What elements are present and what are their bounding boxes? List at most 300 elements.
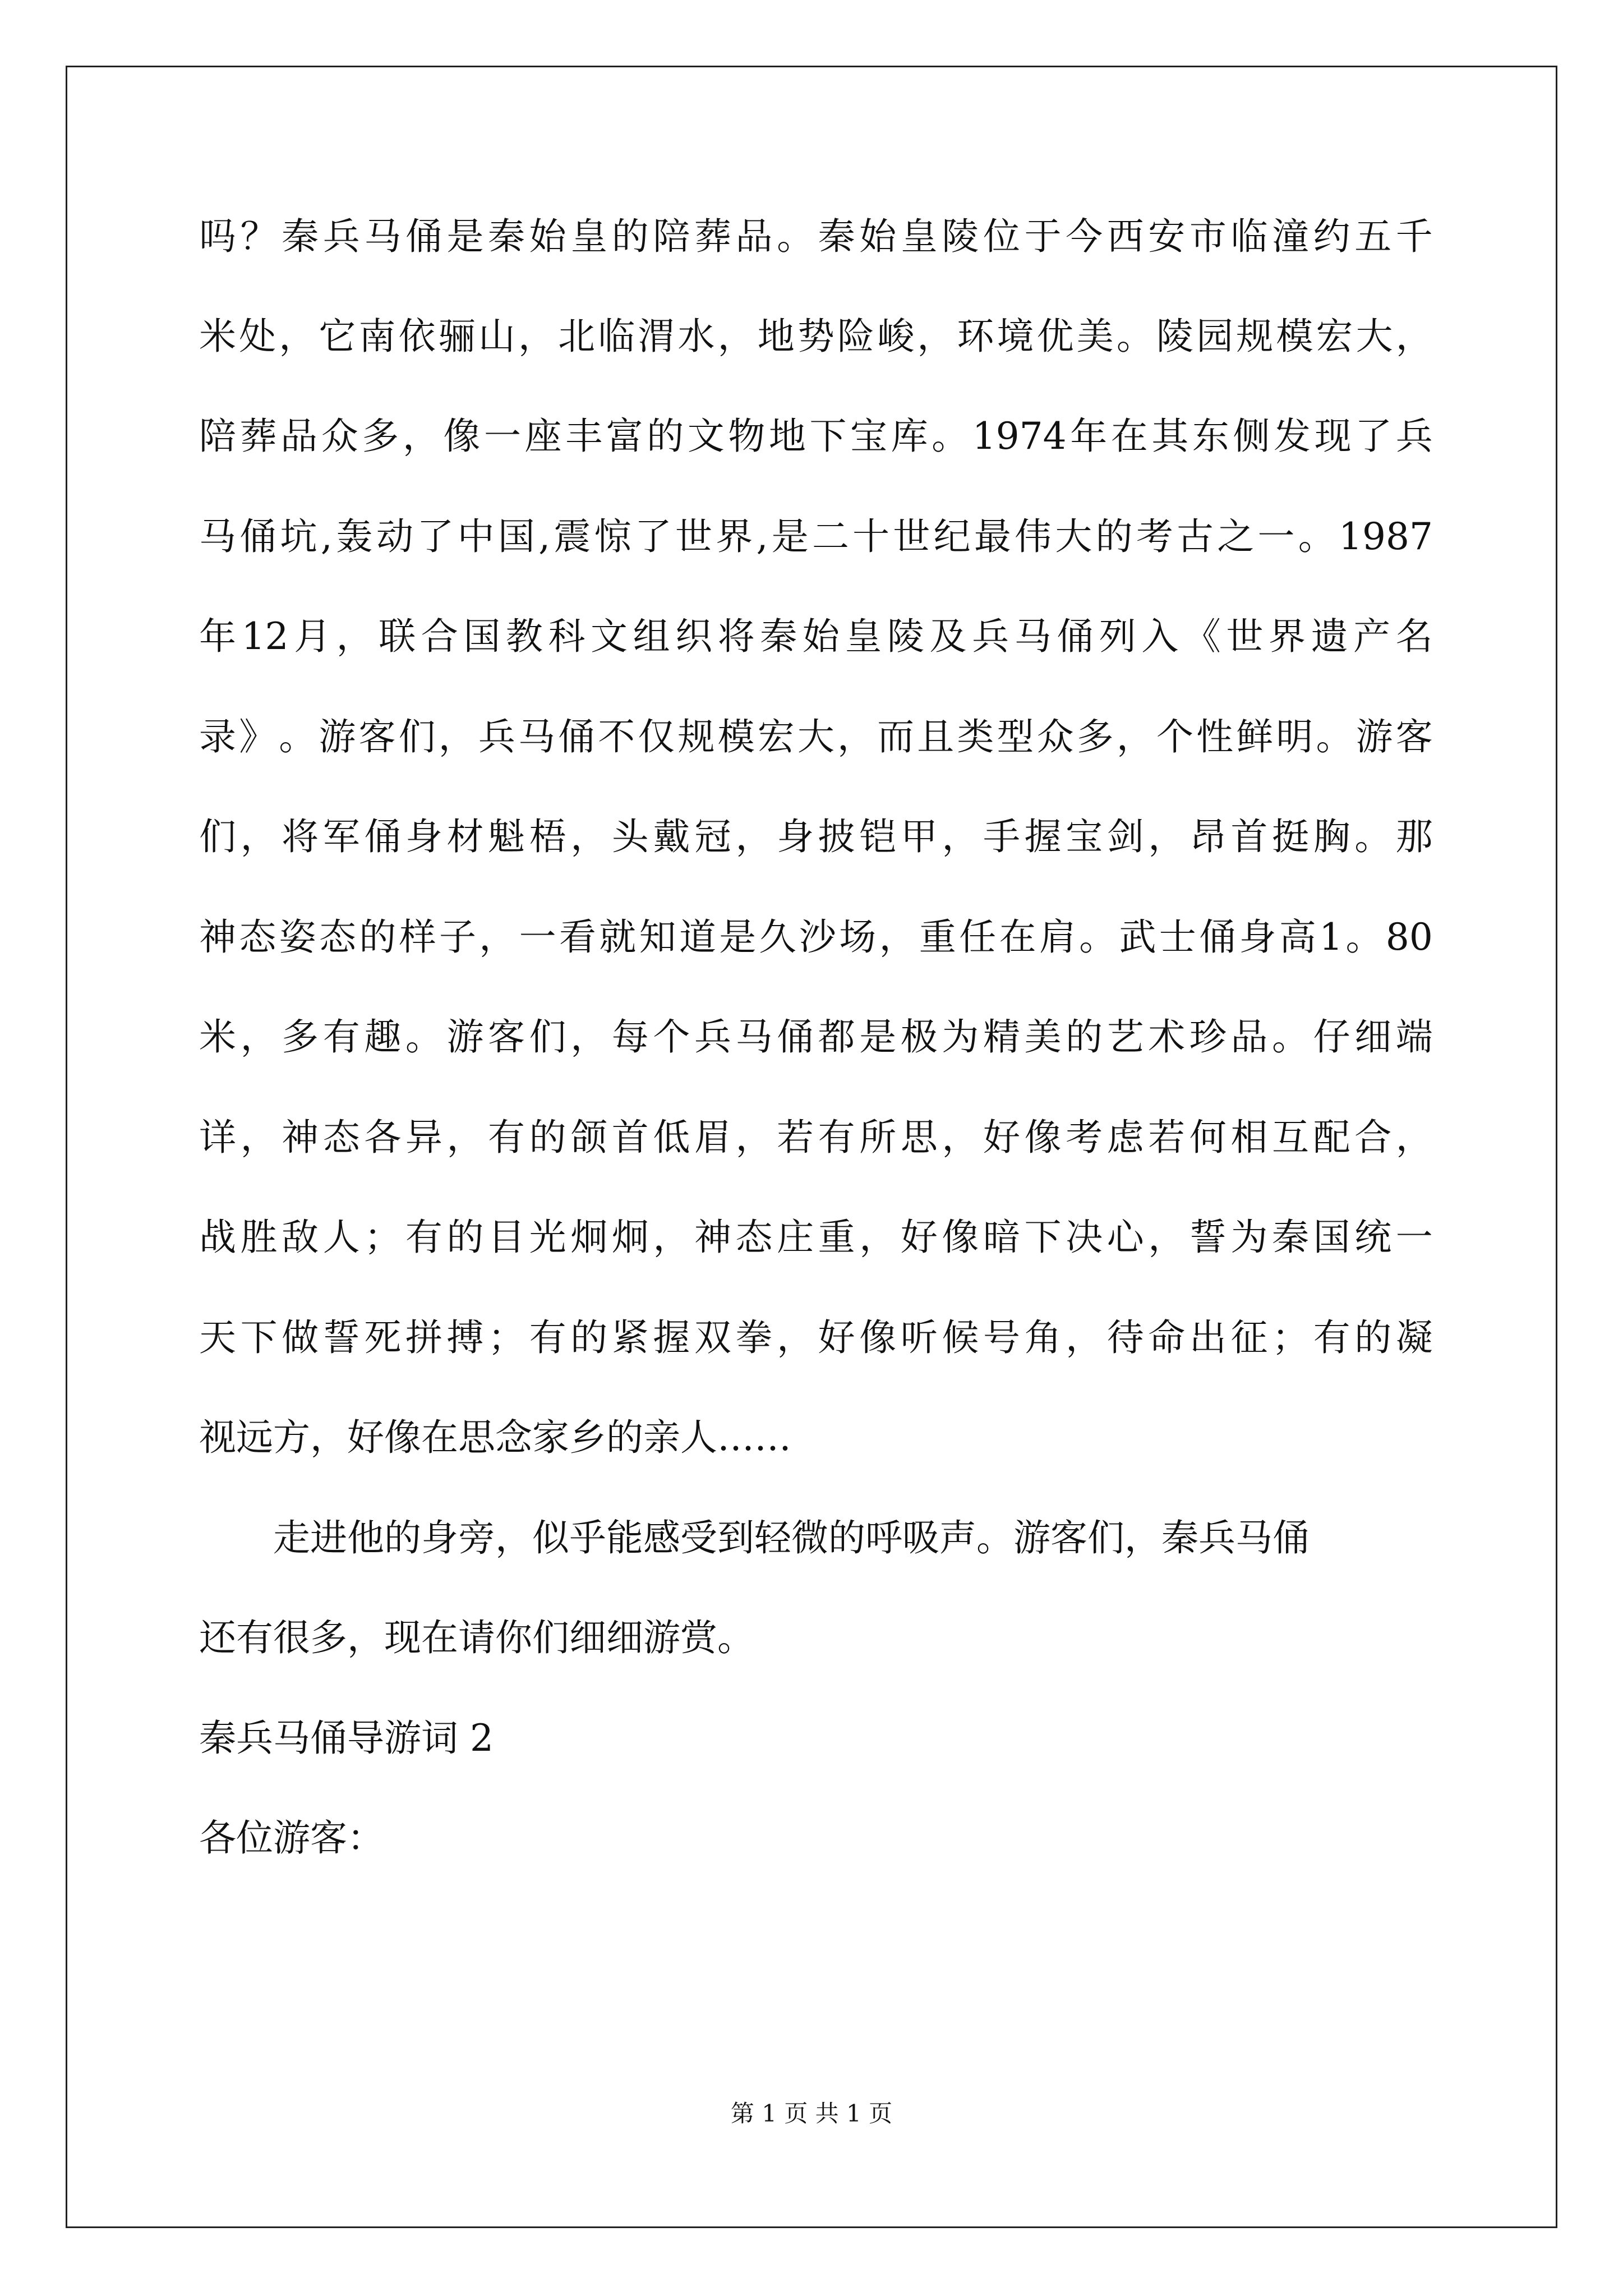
text-glyph: ， <box>570 1015 608 1059</box>
text-glyph: 的 <box>359 915 396 959</box>
text-glyph: 皇 <box>900 215 938 258</box>
text-glyph: 世 <box>1226 615 1264 658</box>
text-glyph: 是 <box>719 915 757 959</box>
text-glyph: 的 <box>611 215 649 258</box>
text-glyph: 虑 <box>1106 1116 1144 1159</box>
text-glyph: 依 <box>398 315 436 358</box>
text-glyph: 坑 <box>280 515 317 558</box>
text-glyph: 势 <box>797 315 834 358</box>
text-glyph: 国 <box>463 615 501 658</box>
text-glyph: ， <box>1116 715 1154 758</box>
text-glyph: 。 <box>1298 515 1335 558</box>
text-glyph: 录 <box>199 715 236 758</box>
text-glyph: 位 <box>983 215 1020 258</box>
text-glyph: 像 <box>1024 1116 1062 1159</box>
text-glyph: 园 <box>1196 315 1234 358</box>
text-glyph: 双 <box>694 1316 731 1359</box>
text-glyph: 众 <box>1036 715 1074 758</box>
text-glyph: 拼 <box>405 1316 442 1359</box>
text-glyph: 为 <box>942 1015 979 1059</box>
text-glyph: 规 <box>677 715 715 758</box>
text-glyph: ； <box>488 1316 525 1359</box>
text-glyph: 征 <box>1230 1316 1268 1359</box>
text-glyph: 个 <box>1156 715 1193 758</box>
text-glyph: 中 <box>457 515 495 558</box>
text-glyph: 俑 <box>1199 915 1237 959</box>
text-glyph: 皇 <box>845 615 882 658</box>
text-glyph: 握 <box>1024 815 1062 858</box>
text-glyph: 现 <box>1314 415 1352 458</box>
text-glyph: 市 <box>1189 215 1227 258</box>
text-glyph: 剑 <box>1106 815 1144 858</box>
text-glyph: 异 <box>405 1116 442 1159</box>
text-glyph: 。 <box>1345 915 1383 959</box>
text-glyph: ， <box>942 815 979 858</box>
text-glyph: 北 <box>558 315 596 358</box>
text-glyph: 》 <box>239 715 276 758</box>
text-glyph: 侧 <box>1233 415 1270 458</box>
text-glyph: 轰 <box>335 515 373 558</box>
text-glyph: 低 <box>653 1116 690 1159</box>
text-glyph: 神 <box>694 1216 731 1259</box>
text-line <box>199 216 1433 257</box>
text-glyph: ， <box>336 615 374 658</box>
text-glyph: 科 <box>548 615 585 658</box>
text-glyph: 誓 <box>1189 1216 1227 1259</box>
text-glyph: 南 <box>358 315 396 358</box>
text-glyph: 优 <box>1036 315 1074 358</box>
text-glyph: 之 <box>1217 515 1255 558</box>
text-glyph: 界 <box>1269 615 1306 658</box>
text-glyph: 宝 <box>850 415 887 458</box>
text-glyph: 何 <box>1189 1116 1227 1159</box>
text-glyph: 安 <box>1148 215 1186 258</box>
text-glyph: 好 <box>818 1316 855 1359</box>
text-glyph: 手 <box>983 815 1020 858</box>
text-glyph: 艺 <box>1106 1015 1144 1059</box>
text-glyph: 品 <box>1230 1015 1268 1059</box>
text-glyph: 客 <box>488 1015 525 1059</box>
text-glyph: 品 <box>735 215 773 258</box>
text-glyph: 合 <box>1354 1116 1392 1159</box>
text-glyph: 。 <box>1079 915 1117 959</box>
text-glyph: 的 <box>1095 515 1133 558</box>
text-glyph: 兵 <box>694 1015 731 1059</box>
text-glyph: 光 <box>529 1216 566 1259</box>
text-glyph: 搏 <box>446 1316 484 1359</box>
text-glyph: ， <box>1066 1316 1103 1359</box>
text-glyph: 游 <box>319 715 356 758</box>
page-footer: 第 1 页 共 1 页 <box>730 2100 893 2127</box>
text-glyph: 重 <box>818 1216 855 1259</box>
text-glyph: 有 <box>488 1116 525 1159</box>
text-glyph: 大 <box>1055 515 1092 558</box>
text-line <box>199 416 1433 457</box>
text-glyph: 身 <box>777 815 814 858</box>
text-glyph: 就 <box>599 915 637 959</box>
text-glyph: 教 <box>505 615 543 658</box>
text-glyph: 《 <box>1183 615 1221 658</box>
text-glyph: 了 <box>1355 415 1393 458</box>
text-glyph: 五 <box>1354 215 1392 258</box>
text-glyph: 庄 <box>777 1216 814 1259</box>
text-glyph: 马 <box>1014 615 1052 658</box>
text-glyph: ， <box>438 715 476 758</box>
text-glyph: 决 <box>1066 1216 1103 1259</box>
text-glyph: ， <box>1395 315 1433 358</box>
text-glyph: 在 <box>1110 415 1148 458</box>
text-glyph: 座 <box>524 415 562 458</box>
text-glyph: 誓 <box>322 1316 360 1359</box>
text-line <box>199 316 1433 357</box>
text-glyph: 首 <box>1230 815 1268 858</box>
text-line <box>199 716 1433 758</box>
text-glyph: 。 <box>279 715 316 758</box>
text-glyph: 态 <box>322 1116 360 1159</box>
text-glyph: 临 <box>598 315 635 358</box>
text-line: 各位游客： <box>199 1816 384 1860</box>
text-glyph: 俑 <box>405 215 442 258</box>
text-glyph: 骊 <box>438 315 476 358</box>
text-glyph: 下 <box>240 1316 278 1359</box>
text-glyph: 地 <box>768 415 806 458</box>
text-glyph: 在 <box>999 915 1036 959</box>
text-glyph: ； <box>364 1216 402 1259</box>
text-glyph: 神 <box>199 915 236 959</box>
text-glyph: 马 <box>518 715 555 758</box>
text-glyph: 于 <box>1024 215 1062 258</box>
text-glyph: 的 <box>446 1216 484 1259</box>
text-glyph: 俑 <box>558 715 596 758</box>
text-glyph: 精 <box>983 1015 1020 1059</box>
text-glyph: 宏 <box>757 715 795 758</box>
text-line <box>199 1217 1433 1258</box>
text-glyph: 任 <box>959 915 997 959</box>
text-glyph: 今 <box>1066 215 1103 258</box>
text-glyph: 界 <box>716 515 753 558</box>
text-glyph: 临 <box>1230 215 1268 258</box>
text-glyph: ？ <box>240 215 278 258</box>
text-glyph: 炯 <box>570 1216 608 1259</box>
text-glyph: 一 <box>1395 1216 1433 1259</box>
text-glyph: 始 <box>529 215 566 258</box>
text-glyph: 都 <box>818 1015 855 1059</box>
text-glyph: 水 <box>677 315 715 358</box>
text-glyph: ， <box>777 1316 814 1359</box>
text-glyph: 境 <box>997 315 1034 358</box>
text-glyph: 国 <box>497 515 535 558</box>
text-glyph: , <box>320 515 333 558</box>
text-glyph: 纪 <box>933 515 971 558</box>
text-glyph: 年 <box>1070 415 1108 458</box>
text-glyph: 陵 <box>1156 315 1193 358</box>
text-glyph: 的 <box>570 1316 608 1359</box>
text-glyph: 多 <box>1076 715 1114 758</box>
text-glyph: 敌 <box>282 1216 319 1259</box>
section-heading: 秦兵马俑导游词 2 <box>199 1717 494 1760</box>
text-glyph: 文 <box>687 415 725 458</box>
text-glyph: 有 <box>529 1316 566 1359</box>
text-glyph: 品 <box>280 415 318 458</box>
text-glyph: 们 <box>199 815 236 858</box>
text-glyph: 约 <box>1313 215 1350 258</box>
text-glyph: 秦 <box>1272 1216 1310 1259</box>
text-glyph: 列 <box>1099 615 1136 658</box>
text-glyph: 80 <box>1385 915 1433 959</box>
text-glyph: 富 <box>606 415 643 458</box>
text-glyph: 待 <box>1106 1316 1144 1359</box>
text-glyph: 且 <box>917 715 955 758</box>
text-glyph: ， <box>837 715 874 758</box>
text-glyph: 像 <box>443 415 481 458</box>
text-glyph: 为 <box>1230 1216 1268 1259</box>
text-glyph: 葬 <box>694 215 731 258</box>
text-glyph: 。 <box>1354 815 1392 858</box>
text-glyph: 陪 <box>199 415 236 458</box>
text-glyph: 魁 <box>488 815 525 858</box>
text-glyph: 甲 <box>900 815 938 858</box>
text-glyph: 。 <box>1116 315 1154 358</box>
text-glyph: 遗 <box>1311 615 1348 658</box>
text-glyph: 米 <box>199 1015 236 1059</box>
text-glyph: 头 <box>611 815 649 858</box>
text-glyph: 梧 <box>529 815 566 858</box>
text-glyph: 身 <box>405 815 442 858</box>
text-glyph: 兵 <box>478 715 515 758</box>
text-glyph: 客 <box>358 715 396 758</box>
text-glyph: 天 <box>199 1316 236 1359</box>
text-glyph: 震 <box>554 515 591 558</box>
text-glyph: 子 <box>439 915 476 959</box>
text-glyph: 俑 <box>364 815 402 858</box>
text-glyph: 胜 <box>240 1216 278 1259</box>
text-glyph: 它 <box>319 315 356 358</box>
text-glyph: 样 <box>399 915 436 959</box>
text-glyph: 丰 <box>565 415 603 458</box>
text-glyph: 候 <box>942 1316 979 1359</box>
text-line <box>199 1317 1433 1359</box>
text-glyph: 统 <box>1354 1216 1392 1259</box>
text-glyph: ， <box>446 1116 484 1159</box>
text-line <box>199 816 1433 858</box>
text-glyph: 一 <box>1257 515 1295 558</box>
text-glyph: 东 <box>1192 415 1229 458</box>
text-glyph: 。 <box>777 215 814 258</box>
text-glyph: 合 <box>421 615 458 658</box>
text-glyph: 。 <box>1316 715 1353 758</box>
text-glyph: 详 <box>199 1116 236 1159</box>
text-glyph: 1 <box>1319 915 1343 959</box>
text-glyph: 地 <box>757 315 795 358</box>
text-glyph: 将 <box>282 815 319 858</box>
text-glyph: 考 <box>1136 515 1173 558</box>
text-glyph: 暗 <box>983 1216 1020 1259</box>
text-glyph: 士 <box>1159 915 1196 959</box>
text-glyph: 世 <box>893 515 930 558</box>
text-glyph: 像 <box>942 1216 979 1259</box>
text-glyph: 明 <box>1276 715 1313 758</box>
text-glyph: ， <box>240 1116 278 1159</box>
text-glyph: 织 <box>675 615 713 658</box>
text-glyph: 凝 <box>1395 1316 1433 1359</box>
text-glyph: ， <box>735 815 773 858</box>
text-glyph: ； <box>1272 1316 1310 1359</box>
text-glyph: 文 <box>591 615 628 658</box>
text-glyph: 的 <box>529 1116 566 1159</box>
text-glyph: 们 <box>398 715 436 758</box>
text-glyph: ， <box>279 315 316 358</box>
text-glyph: 西 <box>1106 215 1144 258</box>
text-glyph: 仅 <box>638 715 675 758</box>
text-glyph: 披 <box>818 815 855 858</box>
text-glyph: 若 <box>1148 1116 1186 1159</box>
text-glyph: 潼 <box>1272 215 1310 258</box>
text-glyph: ， <box>479 915 517 959</box>
text-glyph: ， <box>859 1216 897 1259</box>
text-glyph: 思 <box>900 1116 938 1159</box>
text-glyph: 极 <box>900 1015 938 1059</box>
text-glyph: 吗 <box>199 215 236 258</box>
text-glyph: 身 <box>1239 915 1276 959</box>
text-glyph: 大 <box>1355 315 1393 358</box>
text-glyph: 美 <box>1076 315 1114 358</box>
text-glyph: 性 <box>1196 715 1234 758</box>
text-glyph: 态 <box>239 915 276 959</box>
text-glyph: 国 <box>1313 1216 1350 1259</box>
text-glyph: 紧 <box>611 1316 649 1359</box>
text-glyph: 拳 <box>735 1316 773 1359</box>
text-glyph: 联 <box>379 615 416 658</box>
text-glyph: 环 <box>957 315 994 358</box>
text-glyph: 发 <box>1274 415 1311 458</box>
text-glyph: 看 <box>559 915 596 959</box>
text-line <box>199 917 1433 958</box>
text-glyph: 重 <box>919 915 956 959</box>
text-glyph: 知 <box>639 915 676 959</box>
text-glyph: 物 <box>728 415 766 458</box>
text-glyph: 角 <box>1024 1316 1062 1359</box>
text-glyph: 像 <box>859 1316 897 1359</box>
text-glyph: 马 <box>735 1015 773 1059</box>
text-glyph: 目 <box>488 1216 525 1259</box>
text-glyph: 始 <box>859 215 897 258</box>
text-glyph: 古 <box>1177 515 1214 558</box>
text-glyph: 下 <box>809 415 847 458</box>
text-glyph: 沙 <box>799 915 836 959</box>
text-glyph: 铠 <box>859 815 897 858</box>
text-glyph: 俑 <box>1057 615 1094 658</box>
text-glyph: 是 <box>446 215 484 258</box>
text-glyph: ， <box>653 1216 690 1259</box>
text-glyph: ， <box>1148 815 1186 858</box>
text-glyph: 秦 <box>282 215 319 258</box>
text-glyph: 仔 <box>1313 1015 1350 1059</box>
text-glyph: 伟 <box>1015 515 1052 558</box>
text-glyph: 1974 <box>972 415 1067 458</box>
text-glyph: 秦 <box>760 615 797 658</box>
text-glyph: 陪 <box>653 215 690 258</box>
text-glyph: 组 <box>633 615 670 658</box>
text-glyph: 命 <box>1148 1316 1186 1359</box>
text-glyph: 趣 <box>364 1015 402 1059</box>
text-glyph: 马 <box>364 215 402 258</box>
text-glyph: ， <box>717 315 755 358</box>
text-glyph: 模 <box>717 715 755 758</box>
text-glyph: ， <box>402 415 440 458</box>
text-glyph: ， <box>917 315 955 358</box>
text-glyph: 好 <box>983 1116 1020 1159</box>
text-glyph: 一 <box>483 415 521 458</box>
text-glyph: 兵 <box>1395 415 1433 458</box>
text-glyph: 始 <box>802 615 840 658</box>
text-glyph: 了 <box>417 515 454 558</box>
text-glyph: 肩 <box>1039 915 1076 959</box>
text-line <box>199 516 1433 558</box>
text-glyph: 型 <box>997 715 1034 758</box>
text-glyph: 的 <box>1354 1316 1392 1359</box>
text-glyph: 细 <box>1354 1015 1392 1059</box>
text-glyph: 冠 <box>694 815 731 858</box>
text-glyph: 若 <box>777 1116 814 1159</box>
text-glyph: 米 <box>199 315 236 358</box>
text-glyph: 一 <box>519 915 556 959</box>
text-line: 视远方，好像在思念家乡的亲人…… <box>199 1416 791 1459</box>
text-glyph: 葬 <box>239 415 277 458</box>
text-glyph: 昂 <box>1189 815 1227 858</box>
text-glyph: ， <box>1148 1216 1186 1259</box>
text-glyph: 胸 <box>1313 815 1350 858</box>
text-glyph: 姿 <box>279 915 316 959</box>
text-glyph: 名 <box>1395 615 1433 658</box>
text-glyph: 眉 <box>694 1116 731 1159</box>
text-glyph: 出 <box>1189 1316 1227 1359</box>
text-glyph: 有 <box>405 1216 442 1259</box>
text-glyph: 配 <box>1313 1116 1350 1159</box>
text-glyph: 术 <box>1148 1015 1186 1059</box>
text-glyph: 客 <box>1395 715 1433 758</box>
text-glyph: 的 <box>1066 1015 1103 1059</box>
text-glyph: 态 <box>735 1216 773 1259</box>
text-glyph: 挺 <box>1272 815 1310 858</box>
text-glyph: 马 <box>199 515 236 558</box>
text-glyph: 戴 <box>653 815 690 858</box>
text-glyph: 动 <box>376 515 414 558</box>
text-glyph: 有 <box>322 1015 360 1059</box>
text-glyph: 宏 <box>1316 315 1353 358</box>
text-line <box>199 1016 1433 1058</box>
text-glyph: 多 <box>282 1015 319 1059</box>
text-glyph: 模 <box>1276 315 1313 358</box>
text-glyph: 了 <box>634 515 672 558</box>
text-glyph: 相 <box>1230 1116 1268 1159</box>
text-glyph: 考 <box>1066 1116 1103 1159</box>
text-glyph: 规 <box>1236 315 1274 358</box>
text-glyph: 类 <box>957 715 994 758</box>
text-glyph: 颌 <box>570 1116 608 1159</box>
text-glyph: 月 <box>294 615 331 658</box>
text-glyph: 入 <box>1141 615 1179 658</box>
text-glyph: 们 <box>529 1015 566 1059</box>
text-glyph: 陵 <box>887 615 924 658</box>
text-glyph: 兵 <box>322 215 360 258</box>
text-glyph: 1987 <box>1338 515 1433 558</box>
text-glyph: 鲜 <box>1236 715 1274 758</box>
text-glyph: 山 <box>478 315 515 358</box>
text-glyph: 有 <box>1313 1316 1350 1359</box>
text-glyph: 宝 <box>1066 815 1103 858</box>
text-glyph: 是 <box>771 515 809 558</box>
text-glyph: 那 <box>1395 815 1433 858</box>
